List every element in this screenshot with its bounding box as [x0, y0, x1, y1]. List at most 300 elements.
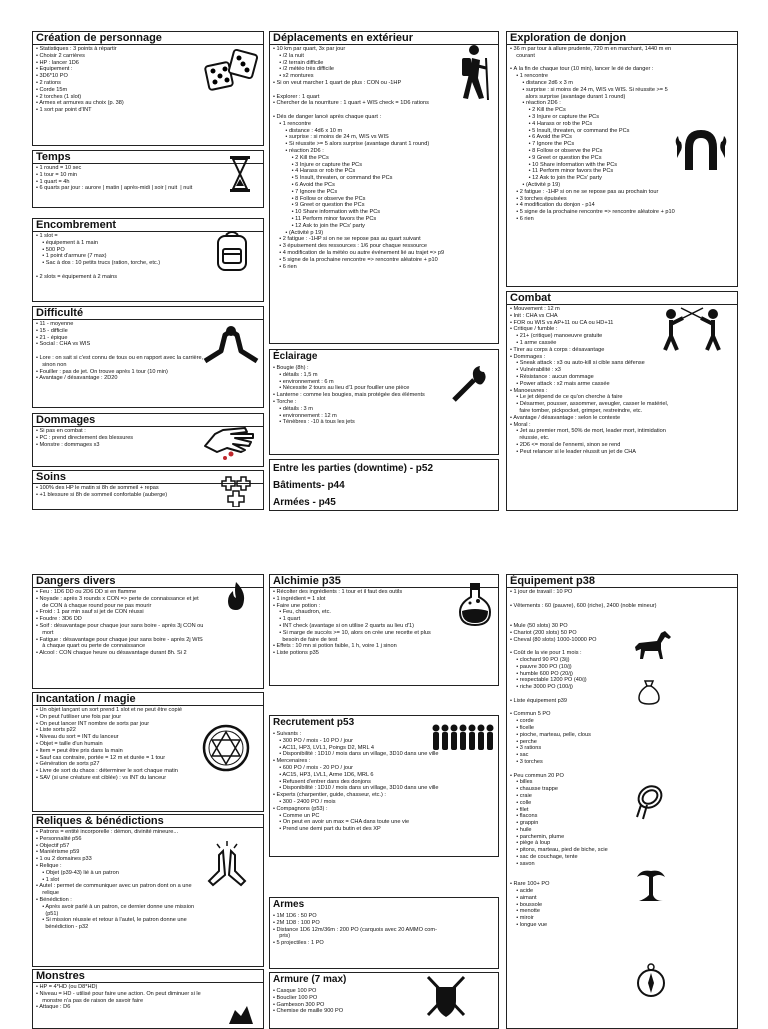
bullet-line: • 3 épuisement des ressources : 1/6 pour chaque ressource — [273, 243, 428, 250]
bullet-line: • Sauf cas contraire, portée = 12 m et durée = 1 tour — [36, 754, 166, 761]
bullet-line: • Liste potions p35 — [273, 650, 319, 657]
bullet-line: • Faire une potion : — [273, 602, 321, 609]
bullet-line: • acide — [510, 888, 534, 895]
bullet-line: • 1 slot — [36, 876, 60, 883]
bullet-line: • 7 Ignore the PCs — [510, 141, 575, 148]
bullet-line: • 4 modification du donjon - p14 — [510, 202, 595, 209]
bullet-line: • PC : prend directement des blessures — [36, 434, 134, 441]
bullet-line: • Un objet lançant un sort prend 1 slot et ne peut être copié — [36, 707, 182, 713]
bullet-line: • 21 - épique — [36, 334, 68, 341]
bullet-line — [510, 766, 734, 773]
bullet-line: • 2 fatigue : -1HP si on ne se repose pas au quart suivant — [273, 236, 421, 243]
medical-crosses-icon — [221, 475, 255, 507]
bullet-line: • Refusent d'entrer dans des donjons — [273, 778, 371, 785]
bullet-line: • 1 jour de travail : 10 PO — [510, 589, 573, 595]
bullet-line — [510, 60, 734, 67]
bullet-line: • piège à loup — [510, 840, 551, 847]
bullet-line: • 1 quart — [273, 616, 301, 623]
bullet-line: • sac de couchage, tente — [510, 854, 578, 861]
bullet-line: • 5 projectiles : 1 PO — [273, 940, 324, 947]
bullet-line: • 9 Greet or question the PCs — [510, 154, 602, 161]
bullet-line: • Liste équipement p39 — [510, 697, 568, 704]
bullet-line: • Peut relancer si le leader réussit un jet de CHA — [510, 448, 637, 455]
bullet-line: • Attaque : D6 — [36, 1004, 71, 1011]
bullet-line: • parchemin, plume — [510, 833, 565, 840]
bullet-line: • 1 ou 2 domaines p33 — [36, 856, 92, 863]
bullet-line: • 4 modification de la météo ou autre événement lié au trajet => p9 — [273, 249, 445, 256]
bullet-line: • Équipement : — [36, 66, 73, 73]
bullet-line: • 3 Injure or capture the PCs — [273, 161, 363, 168]
bullet-line: • /2 météo très difficile — [273, 66, 334, 73]
link-armees[interactable]: Armées - p45 — [273, 497, 336, 508]
bullet-line: • Alcool : CON chaque heure ou désavantage durant 8h. Si 2 — [36, 650, 187, 657]
bullet-line: • Monstre : dommages x3 — [36, 441, 100, 448]
bullet-line: • 2M 1D8 : 100 PO — [273, 919, 320, 926]
bullet-line: • 2 Kill the PCs — [510, 107, 566, 114]
bullet-line: • 100% des HP le matin si 8h de sommeil + repas — [36, 485, 159, 491]
bullet-line: • À la fin de chaque tour (10 min), lancer le dé de danger : — [510, 66, 654, 73]
bullet-line: • Mercenaires : — [273, 758, 311, 765]
bullet-line: • Le jet dépend de ce qu'on cherche à faire — [510, 394, 623, 401]
panel-creation — [32, 31, 264, 146]
bullet-line: • Compagnons (p53) : — [273, 805, 328, 812]
bullet-line: • Si pas en combat : — [36, 428, 86, 434]
bullet-line: • 11 Perform minor favors the PCs — [273, 215, 377, 222]
bullet-line: • riche 3000 PO (100/j) — [510, 684, 573, 691]
bullet-line: • environnement : 12 m — [273, 412, 337, 419]
bullet-line: • Experts (charpentier, guide, chasseur, etc.) : — [273, 792, 386, 799]
bullet-line: • Mule (50 slots) 30 PO — [510, 622, 568, 629]
bullet-line: • Objectif p57 — [36, 842, 70, 849]
bullet-line: • billes — [510, 779, 533, 786]
link-downtime[interactable]: Entre les parties (downtime) - p52 — [273, 463, 434, 474]
bullet-line: • Prend une demi part du butin et des XP — [273, 826, 381, 833]
bullet-line: • Chemise de maille 900 PO — [273, 1008, 344, 1015]
bullet-line: • Si marge de succès >= 10, alors on crée une recette et plus — [273, 629, 431, 636]
panel-title: Alchimie p35 — [270, 575, 498, 588]
bleeding-hand-icon — [201, 420, 261, 462]
bullet-line — [273, 107, 495, 114]
bullet-line: • 4 Harass or rob the PCs — [273, 168, 356, 175]
bullet-line: • Coût de la vie pour 1 mois : — [510, 650, 582, 657]
panel-title: Soins — [33, 471, 263, 484]
bullet-line: • 10 Share information with the PCs — [273, 209, 381, 216]
bullet-line: • pauvre 300 PO (10/j) — [510, 663, 572, 670]
bullet-line: • Ténèbres : -10 à tous les jets — [273, 419, 355, 426]
bullet-line: • perche — [510, 738, 537, 745]
bullet-line: • Tirer au corps à corps : désavantage — [510, 346, 605, 353]
bullet-line: à chaque quart ou perte de connaissance — [36, 643, 146, 650]
bullet-line: • 3 Injure or capture the PCs — [510, 113, 600, 120]
bullet-line: • On peut l'utiliser une fois par jour — [36, 713, 122, 720]
panel-monstres — [32, 969, 264, 1029]
bullet-line: • Fatigue : désavantage pour chaque jour sans boire - après 2j WIS — [36, 636, 203, 643]
bullet-line: • corde — [510, 718, 534, 725]
bullet-line: • Chariot (200 slots) 50 PO — [510, 629, 577, 636]
bullet-line: • Dés de danger lancé après chaque quart : — [273, 113, 381, 120]
panel-dangers — [32, 574, 264, 689]
bullet-line: • 3 torches — [510, 758, 543, 765]
bullet-line: • Objet = taille d'un humain — [36, 740, 103, 747]
bullet-line: • Feu : 1D6 DD ou 2D6 DD si en flamme — [36, 589, 137, 595]
bullet-line: • (Activité p 19) — [510, 181, 561, 188]
bullet-line: • 5 Insult, threaten, or command the PCs — [510, 127, 630, 134]
panel-title: Déplacements en extérieur — [270, 32, 498, 45]
bullet-line: • Sneak attack : x3 ou auto-kill si cible sans défense — [510, 360, 645, 367]
bullet-line: • surprise : si moins de 24 m, WIS vs WIS — [273, 134, 389, 141]
bullet-line: • Manoeuvres : — [510, 387, 548, 394]
panel-title: Incantation / magie — [33, 693, 263, 706]
bullet-line: • Fouiller : pas de jet. On trouve après 1 tour (10 min) — [36, 368, 168, 375]
bullet-line: • Critique / fumble : — [510, 326, 558, 333]
bullet-line: • Liste sorts p22 — [36, 727, 76, 734]
panel-donjon — [506, 31, 738, 287]
bullet-line: • sac — [510, 752, 529, 759]
hiker-icon — [454, 44, 492, 102]
panel-dommages — [32, 413, 264, 467]
bullet-line: • Init : CHA vs CHA — [510, 312, 558, 319]
bullet-line: • Objet (p39-43) lié à un patron — [36, 869, 119, 876]
bullet-line: (p51) — [36, 910, 59, 917]
bullet-line — [510, 691, 734, 698]
bullet-line: • Social : CHA vs WIS — [36, 341, 91, 348]
bullet-line: • 600 PO / mois - 20 PO / jour — [273, 764, 353, 771]
bullet-line: • 1 tour = 10 min — [36, 171, 77, 178]
bullet-line: • 12 Ask to join the PCs' party — [510, 175, 602, 182]
bullet-line: • surprise : si moins de 24 m, WIS vs WIS. Si réussite >= 5 — [510, 86, 668, 93]
bullet-line — [510, 705, 734, 712]
bullet-line: • Choisir 2 carrières — [36, 52, 85, 59]
bullet-line — [510, 616, 734, 623]
bullet-line: • Maniérisme p59 — [36, 849, 80, 856]
bullet-line: • Relique : — [36, 862, 62, 869]
panel-deplacements — [269, 31, 499, 344]
bullet-line: • Désarmer, pousser, assommer, aveugler, casser le matériel, — [510, 401, 669, 408]
bullet-line: • savon — [510, 860, 535, 867]
bullet-line: • aimant — [510, 894, 537, 901]
bullet-line: • Niveau = HD - utilisé pour faire une action. On peut diminuer si le — [36, 990, 201, 997]
bullet-line: • Mouvement : 12 m — [510, 306, 560, 312]
bullet-line: • SAV (si une créature est ciblée) : vs INT du lanceur — [36, 774, 167, 781]
bullet-line: • 7 Ignore the PCs — [273, 188, 338, 195]
bullet-line: • craie — [510, 792, 532, 799]
pentacle-icon — [201, 723, 251, 773]
bullet-line: • Soif : désavantage pour chaque jour sans boire - après 3j CON ou — [36, 622, 204, 629]
bullet-line: • INT check (avantage si on utilise 2 quarts au lieu d'1) — [273, 622, 414, 629]
arm-wrestling-icon — [201, 321, 261, 367]
bullet-line: • réaction 2D6 : — [273, 147, 324, 154]
panel-temps — [32, 150, 264, 208]
bullet-line: • 6 Avoid the PCs — [273, 181, 335, 188]
panel-title: Difficulté — [33, 307, 263, 320]
bullet-line: • flacons — [510, 813, 538, 820]
bullet-line: • On peut lancer INT nombre de sorts par jour — [36, 720, 150, 727]
bullet-line: • 1 quart = 4h — [36, 178, 70, 185]
bullet-line: • 1 point d'armure (7 max) — [36, 253, 107, 260]
bullet-line: • miroir — [510, 915, 534, 922]
bullet-line: • x2 montures — [273, 73, 314, 80]
bullet-line: • Génération de sorts p27 — [36, 761, 100, 768]
bullet-line: • menotte — [510, 908, 540, 915]
link-batiments[interactable]: Bâtiments- p44 — [273, 480, 345, 491]
crowd-icon — [430, 722, 496, 752]
bullet-line: • Comme un PC — [273, 812, 320, 819]
bullet-line: • 2 torches (1 slot) — [36, 93, 82, 100]
bullet-line: • 1M 1D6 : 50 PO — [273, 913, 317, 919]
bullet-line: relique — [36, 890, 60, 897]
bullet-line: • Effets : 10 mn si potion faible, 1 h, voire 1 j sinon — [273, 643, 397, 650]
bullet-line: • 300 PO / mois - 10 PO / jour — [273, 737, 353, 744]
bullet-line: • Chercher de la nourriture : 1 quart + WIS check = 1D6 rations — [273, 100, 429, 107]
bullet-line: • 6 rien — [510, 215, 534, 222]
potion-flask-icon — [456, 581, 494, 627]
bullet-line: • 1 rencontre — [510, 73, 549, 80]
bullet-line: • réaction 2D6 : — [510, 100, 561, 107]
bullet-line: • 10 km par quart, 3x par jour — [273, 46, 346, 52]
flame-icon — [225, 581, 247, 611]
bullet-line: • Si on veut marcher 1 quart de plus : CON ou -1HP — [273, 79, 402, 86]
bullet-line: • Item = peut être pris dans la main — [36, 747, 123, 754]
bullet-line: • Froid : 1 par min sauf si jet de CON réussi — [36, 609, 144, 616]
panel-combat — [506, 291, 738, 511]
bullet-line: • 5 Insult, threaten, or command the PCs — [273, 175, 393, 182]
bullet-line — [510, 874, 734, 881]
bullet-line: • Peu commun 20 PO — [510, 772, 564, 779]
panel-equipement — [506, 574, 738, 1029]
bullet-line: • humble 600 PO (20/j) — [510, 670, 573, 677]
bullet-line: • Casque 100 PO — [273, 988, 317, 994]
bullet-line: • Feu, chaudron, etc. — [273, 609, 331, 616]
snake-charmer-icon — [631, 865, 671, 905]
bullet-line: • 9 Greet or question the PCs — [273, 202, 365, 209]
bullet-line: • 5 signe de la prochaine rencontre => rencontre aléatoire + p10 — [510, 209, 675, 216]
dungeon-gate-icon — [671, 126, 731, 172]
bullet-line: • boussole — [510, 901, 543, 908]
bullet-line: • grappin — [510, 820, 539, 827]
bullet-line: • Rare 100+ PO — [510, 881, 550, 888]
bullet-line: • 3 rations — [510, 745, 542, 752]
bullet-line: • Bougie (8h) : — [273, 365, 309, 371]
bullet-line: • clochard 90 PO (3/j) — [510, 656, 570, 663]
bullet-line: • 8 Follow or observe the PCs — [510, 147, 603, 154]
bullet-line: • Avantage / désavantage : 2D20 — [36, 375, 118, 382]
bullet-line: • 2 fatigue : -1HP si on ne se repose pas au prochain tour — [510, 188, 659, 195]
panel-incantation — [32, 692, 264, 812]
bullet-line: • Bouclier 100 PO — [273, 994, 318, 1001]
bullet-line: • Statistiques : 3 points à répartir — [36, 46, 117, 52]
hourglass-icon — [229, 155, 251, 193]
panel-title: Dangers divers — [33, 575, 263, 588]
panel-title: Dommages — [33, 414, 263, 427]
bullet-line: • 6 Avoid the PCs — [510, 134, 572, 141]
bullet-line: • Torche : — [273, 398, 297, 405]
panel-title: Équipement p38 — [507, 575, 737, 588]
sword-fighters-icon — [657, 304, 727, 352]
bullet-line: • Explorer : 1 quart — [273, 93, 320, 100]
bullet-line: • Foudre : 3D6 DD — [36, 616, 82, 623]
bullet-line: • Si mission réussie et retour à l'autel, le patron donne une — [36, 917, 187, 924]
bullet-line: • /2 la nuit — [273, 52, 304, 59]
bullet-line: • colle — [510, 799, 532, 806]
bullet-line: • filet — [510, 806, 529, 813]
bullet-line: • équipement à 1 main — [36, 239, 98, 246]
bullet-line: • 1 rencontre — [273, 120, 312, 127]
panel-title: Création de personnage — [33, 32, 263, 45]
monster-icon — [227, 1004, 255, 1026]
compass-icon — [635, 963, 667, 999]
bullet-line: • Récolter des ingrédients : 1 tour et il faut des outils — [273, 589, 403, 595]
bullet-line: • Après avoir parlé à un patron, ce dernier donne une mission — [36, 903, 195, 910]
panel-lines — [270, 912, 498, 948]
bullet-line: • Cheval (80 slots) 1000-10000 PO — [510, 636, 597, 643]
bullet-line: • Jet au premier mort, 50% de mort, leader mort, intimidation — [510, 428, 666, 435]
bullet-line: • Distance 1D6 12m/36m : 200 PO (carquois avec 20 AMMO com- — [273, 926, 437, 933]
bullet-line: • 3D6*10 PO — [36, 73, 68, 80]
bullet-line: besoin de faire de test — [273, 636, 338, 643]
bullet-line: • huile — [510, 826, 532, 833]
bullet-line: monstre n'a pas de raison de savoir faire — [36, 997, 144, 1004]
bullet-line: alors surprise (avantage durant 1 round) — [510, 93, 626, 100]
bullet-line: • AC15, HP3, LVL1, Arme 1D6, MRL 6 — [273, 771, 374, 778]
panel-recrutement — [269, 715, 499, 857]
bullet-line: • détails : 1,5 m — [273, 371, 318, 378]
bullet-line — [510, 596, 734, 603]
bullet-line: • /2 terrain difficile — [273, 59, 324, 66]
bullet-line: • Si réussite >= 5 alors surprise (avantage durant 1 round) — [273, 141, 430, 148]
panel-reliques — [32, 814, 264, 967]
bullet-line: • Bénédiction : — [36, 896, 72, 903]
bullet-line: • HP : lancer 1D6 — [36, 59, 79, 66]
bullet-line: • Gambeson 300 PO — [273, 1001, 325, 1008]
bullet-line: sinon non — [36, 361, 67, 368]
panel-title: Combat — [507, 292, 737, 305]
bullet-line: bénédiction - p32 — [36, 924, 89, 931]
bullet-line: • Lore : on sait si c'est connu de tous ou en rapport avec la carrière, — [36, 354, 204, 361]
bullet-line: • 2 rations — [36, 79, 61, 86]
bullet-line: • 1 round = 10 sec — [36, 165, 82, 171]
bullet-line: • Armes et armures au choix (p. 38) — [36, 100, 124, 107]
bullet-line: • Sac à dos : 10 petits trucs (ration, torche, etc.) — [36, 260, 161, 267]
bullet-line: • 21+ (critique) manoeuvre gratuite — [510, 333, 603, 340]
panel-difficulte — [32, 306, 264, 408]
bullet-line: • 6 quarts par jour : aurore | matin | après-midi | soir | nuit | nuit — [36, 185, 193, 192]
bullet-line: • Commun 5 PO — [510, 711, 551, 718]
panel-links — [269, 459, 499, 511]
bullet-line: • distance 2d6 x 3 m — [510, 79, 573, 86]
bullet-line: • 2 slots = équipement à 2 mains — [36, 273, 118, 280]
bullet-line: • pitons, marteau, pied de biche, scie — [510, 847, 608, 854]
bullet-line: de CON à chaque round pour ne pas mourir — [36, 602, 152, 609]
bullet-line: • Moral : — [510, 421, 531, 428]
praying-hands-icon — [205, 839, 249, 887]
bullet-line: • Vêtements : 60 (pauvre), 600 (riche), 2400 (noble mineur) — [510, 602, 657, 609]
bullet-line: • Résistance : aucun dommage — [510, 373, 594, 380]
bullet-line: • longue vue — [510, 922, 548, 929]
bullet-line — [510, 609, 734, 616]
bullet-line: • 10 Share information with the PCs — [510, 161, 618, 168]
panel-title: Éclairage — [273, 351, 318, 362]
bullet-line: • Disponibilité : 1D10 / mois dans un village, 3D10 dans une ville — [273, 751, 439, 758]
panel-soins — [32, 470, 264, 510]
panel-title: Exploration de donjon — [507, 32, 737, 45]
bullet-line: courant — [510, 52, 535, 59]
panel-lines — [507, 588, 737, 930]
bullet-line: • 11 - moyenne — [36, 321, 74, 327]
bullet-line — [510, 643, 734, 650]
bullet-line: • Corde 15m — [36, 86, 68, 93]
bullet-line: • respectable 1200 PO (40/j) — [510, 677, 587, 684]
dice-icon — [201, 46, 263, 98]
bullet-line: • 5 signe de la prochaine rencontre => rencontre aléatoire + p10 — [273, 256, 438, 263]
bullet-line: • 11 Perform minor favors the PCs — [510, 168, 614, 175]
bullet-line: • 2 Kill the PCs — [273, 154, 329, 161]
backpack-icon — [213, 229, 251, 273]
bullet-line: • Patrons = entité incorporelle : démon, divinité mineure... — [36, 829, 179, 835]
panel-alchimie — [269, 574, 499, 686]
bullet-line: • 3 torches épuisées — [510, 195, 567, 202]
panel-title: Armes — [273, 899, 305, 910]
panel-title: Reliques & bénédictions — [33, 815, 263, 828]
bullet-line: • 12 Ask to join the PCs' party — [273, 222, 365, 229]
bullet-line: • 1 arme cassée — [510, 339, 557, 346]
bullet-line: • pioche, marteau, pelle, clous — [510, 731, 591, 738]
bullet-line: • 15 - difficile — [36, 327, 68, 334]
bullet-line: réussie, etc. — [510, 435, 550, 442]
bullet-line: • AC11, HP3, LVL1, Poings D2, MRL 4 — [273, 744, 375, 751]
panel-armure — [269, 972, 499, 1029]
bullet-line: • 1 slot = — [36, 233, 58, 239]
panel-title: Recrutement p53 — [273, 717, 355, 728]
bullet-line: • HP = 4*HD (ou D8*HD) — [36, 984, 98, 990]
bullet-line: • Lanterne : comme les bougies, mais protégée des éléments — [273, 392, 425, 399]
bullet-line: • Nécessite 2 tours au lieu d'1 pour fouiller une pièce — [273, 385, 410, 392]
shield-swords-icon — [426, 975, 466, 1019]
bullet-line: • Autel : permet de communiquer avec un patron dont on a une — [36, 883, 192, 890]
bullet-line: • 1 ingrédient = 1 slot — [273, 595, 326, 602]
panel-armes — [269, 897, 499, 969]
bullet-line: mort — [36, 629, 54, 636]
bullet-line: • Power attack : x2 mais arme cassée — [510, 380, 610, 387]
bullet-line: • 4 Harass or rob the PCs — [510, 120, 593, 127]
bullet-line: • chausse trappe — [510, 786, 558, 793]
torch-icon — [448, 364, 492, 404]
bullet-line: • 6 rien — [273, 263, 297, 270]
bullet-line: • +1 blessure si 8h de sommeil confortable (auberge) — [36, 491, 168, 498]
panel-eclairage — [269, 349, 499, 455]
bullet-line: • 500 PO — [36, 246, 65, 253]
bullet-line: • (Activité p 19) — [273, 229, 324, 236]
bullet-line: • Niveau du sort = INT du lanceur — [36, 734, 119, 741]
bullet-line: • détails : 3 m — [273, 405, 313, 412]
panel-encombrement — [32, 218, 264, 302]
panel-title: Monstres — [33, 970, 263, 983]
bullet-line: • ficelle — [510, 724, 535, 731]
bullet-line: • On peut en avoir un max = CHA dans toute une vie — [273, 819, 410, 826]
horse-icon — [631, 629, 673, 661]
bullet-line: • Disponibilité : 1D10 / mois dans un village, 3D10 dans une ville — [273, 785, 439, 792]
bullet-line: • Vulnérabilité : x3 — [510, 367, 561, 374]
bullet-line: pris) — [273, 933, 291, 940]
bullet-line: • Livre de sort du chaos : déterminer le sort chaque matin — [36, 768, 178, 775]
bullet-line: • Personnalité p56 — [36, 835, 82, 842]
bullet-line: • FOR ou WIS vs AP+11 ou CA ou HD+11 — [510, 319, 614, 326]
bullet-line: • environnement : 6 m — [273, 378, 334, 385]
panel-title: Temps — [33, 151, 263, 164]
bullet-line: • 36 m par tour à allure prudente, 720 m en marchant, 1440 m en — [510, 46, 672, 52]
rope-coil-icon — [633, 781, 667, 821]
bullet-line: • Suivants : — [273, 731, 302, 737]
bullet-line: • 2D6 <= moral de l'ennemi, sinon se rend — [510, 441, 621, 448]
